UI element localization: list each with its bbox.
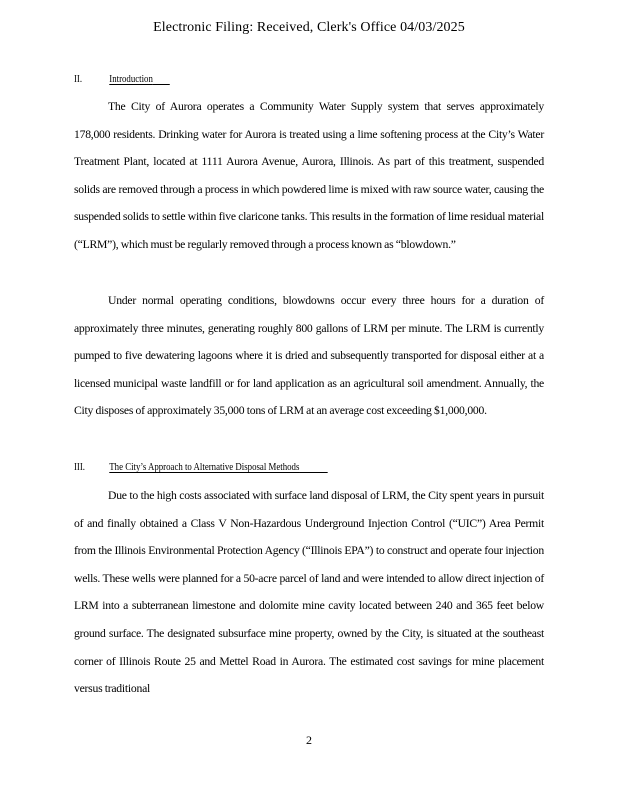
paragraph-uic-permit: Due to the high costs associated with surface land disposal of LRM, the City spent years in pursuit of and finally obtained a Class V Non-Hazardous Underground Injection Control (“UIC”) Area Permit from the Illinois Environmental Protection Agency (“Illinois EPA”) to construct and operate four injection wells. These wells were planned for a 50-acre parcel of land and were intended to allow direct injection of LRM into a subterranean limestone and dolomite mine cavity located between 240 and 365 feet below ground surface. The designated subsurface mine property, owned by the City, is situated at the southeast corner of Illinois Route 25 and Mettel Road in Aurora. The estimated cost savings for mine placement versus traditional: [74, 489, 544, 696]
paragraph-water-supply: The City of Aurora operates a Community Water Supply system that serves approximately 178,000 residents. Drinking water for Aurora is treated using a lime softening process at the City’s Water Treatment Plant, located at 1111 Aurora Avenue, Aurora, Illinois. As part of this treatment, suspended solids are removed through a process in which powdered lime is mixed with raw source water, causing the suspended solids to settle within five claricone tanks. This results in the formation of lime residual material (“LRM”), which must be regularly removed through a process known as “blowdown.”: [74, 100, 544, 251]
filing-stamp: Electronic Filing: Received, Clerk's Office 04/03/2025: [153, 20, 465, 35]
section-title: Introduction: [109, 74, 169, 85]
section-title: The City’s Approach to Alternative Disposal Methods: [109, 462, 328, 473]
page-number: 2: [306, 733, 312, 747]
section-number: III.: [74, 462, 86, 473]
section-heading-alternative-disposal: [74, 462, 328, 473]
paragraph-blowdown-operations: Under normal operating conditions, blowdowns occur every three hours for a duration of approximately three minutes, generating roughly 800 gallons of LRM per minute. The LRM is currently pumped to five dewatering lagoons where it is dried and subsequently transported for disposal either at a licensed municipal waste landfill or for land application as an agricultural soil amendment. Annually, the City disposes of approximately 35,000 tons of LRM at an average cost exceeding $1,000,000.: [74, 294, 544, 418]
section-heading-introduction: [74, 74, 170, 85]
section-number: II.: [74, 74, 83, 85]
